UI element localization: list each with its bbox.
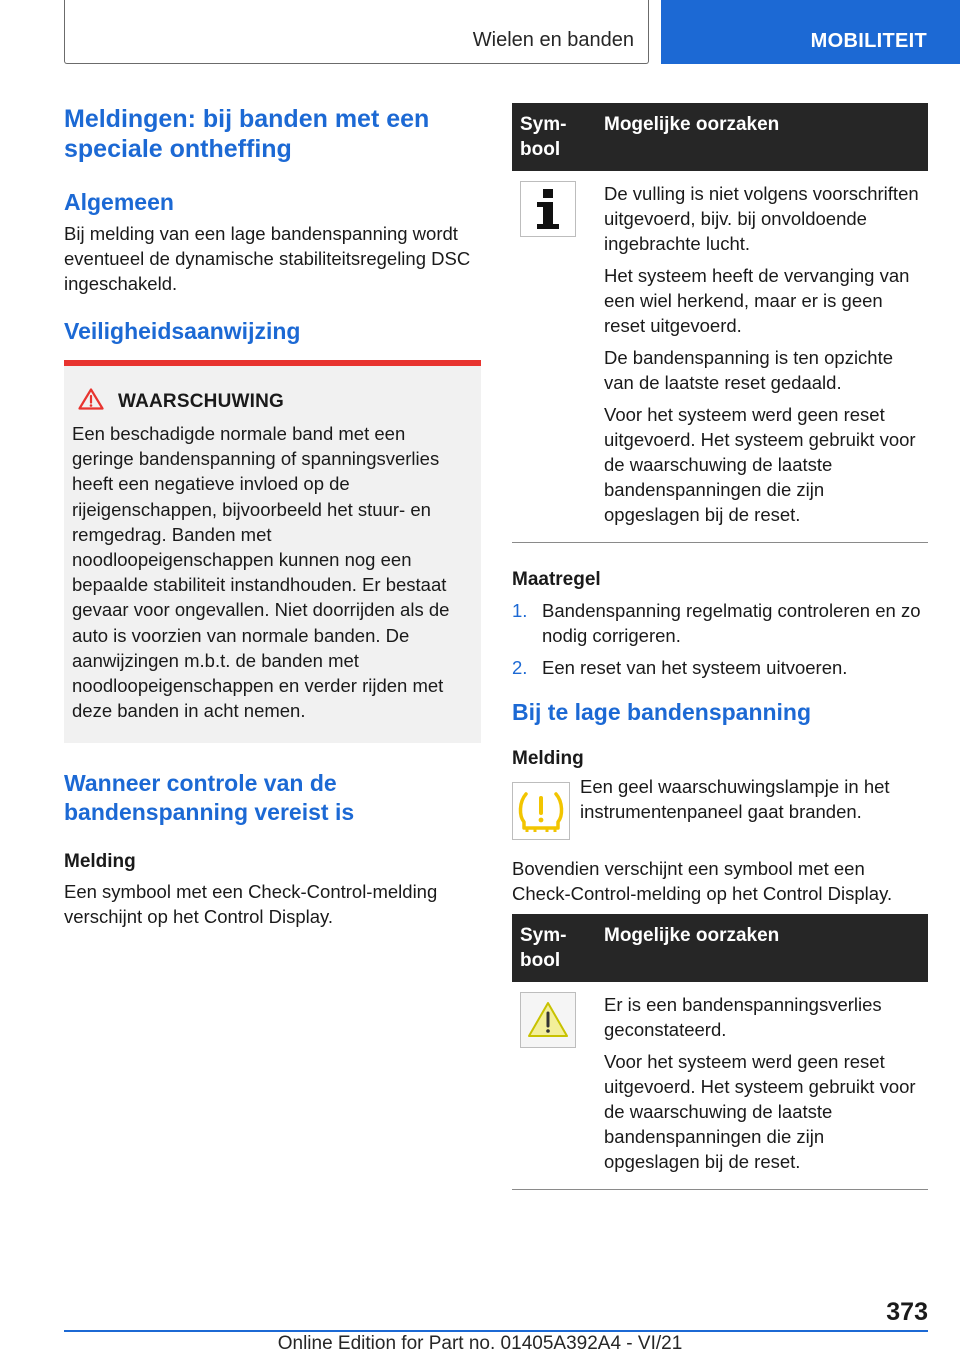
footer-edition: Online Edition for Part no. 01405A392A4 - VI/21 <box>277 1333 683 1354</box>
warning-label: WAARSCHUWING <box>118 390 284 412</box>
chapter-tab <box>661 0 960 64</box>
footer-divider <box>64 1330 928 1332</box>
section-title: Wielen en banden <box>472 29 634 51</box>
general-text: Bij melding van een lage bandenspanning wordt eventueel de dynamische stabiliteitsregeling DSC ingeschakeld. <box>64 223 471 294</box>
check-heading: Wanneer controle van de bandenspanning vereist is <box>64 770 355 826</box>
column-header-causes: Mogelijke oorzaken <box>596 914 928 982</box>
column-header-symbol: Sym- bool <box>512 103 596 171</box>
section-tab <box>64 0 649 64</box>
warning-text: Een beschadigde normale band met een geringe bandenspanning of spanningsverlies heeft een negatieve invloed op de rijeigenschappen, bijvoorbeeld het stuur- en remgedrag. Banden met noodloopeigenschappen kunnen nog een bepaalde stabiliteit instandhouden. Er bestaat gevaar voor ongevallen. Niet doorrijden als de auto is voorzien van normale banden. De aanwijzingen m.b.t. de banden met noodloopeigenschappen en verder rijden met deze banden in acht nemen. <box>72 423 450 722</box>
symbol-table-2 <box>512 914 928 1190</box>
column-header-symbol: Sym- bool <box>512 914 596 982</box>
melding-heading: Melding <box>64 851 136 873</box>
maatregel-heading: Maatregel <box>512 569 601 590</box>
cause-text: Voor het systeem werd geen reset uitgevoerd. Het systeem gebruikt voor de waarschuwing de laatste bandenspanningen die zijn opgeslagen bij de reset. <box>604 1051 916 1172</box>
table-row <box>512 982 928 1190</box>
cause-text: Voor het systeem werd geen reset uitgevoerd. Het systeem gebruikt voor de waarschuwing de laatste bandenspanningen die zijn opgeslagen bij de reset. <box>604 404 916 525</box>
low-pressure-heading: Bij te lage bandenspanning <box>512 699 812 725</box>
chapter-title: MOBILITEIT <box>810 30 927 52</box>
warning-triangle-icon <box>520 992 576 1048</box>
step-number: 1. <box>512 600 528 621</box>
warning-box <box>64 360 481 743</box>
column-header-causes: Mogelijke oorzaken <box>596 103 928 171</box>
info-icon <box>520 181 576 237</box>
warning-triangle-icon <box>78 388 104 415</box>
step-text: Een reset van het systeem uitvoeren. <box>542 657 848 678</box>
list-item <box>512 655 928 680</box>
step-number: 2. <box>512 657 528 678</box>
step-list <box>512 598 928 680</box>
cause-text: De vulling is niet volgens voorschriften uitgevoerd, bijv. bij onvoldoende ingebrachte lucht. <box>604 183 919 254</box>
lamp-row <box>512 774 928 840</box>
symbol-table-1 <box>512 103 928 543</box>
warning-title <box>72 388 469 415</box>
page-number: 373 <box>886 1298 928 1326</box>
tire-pressure-warning-icon <box>512 782 570 840</box>
left-column <box>64 104 481 929</box>
lamp-text: Een geel waarschuwingslampje in het instrumentenpaneel gaat branden. <box>580 776 890 822</box>
cause-text: De bandenspanning is ten opzichte van de laatste reset gedaald. <box>604 347 894 393</box>
general-heading: Algemeen <box>64 189 174 215</box>
cause-text: Er is een bandenspanningsverlies geconstateerd. <box>604 994 882 1040</box>
step-text: Bandenspanning regelmatig controleren en zo nodig corrigeren. <box>542 600 921 646</box>
right-column <box>512 103 928 1190</box>
table-row <box>512 171 928 543</box>
page-title: Meldingen: bij banden met een speciale ontheffing <box>64 105 430 163</box>
melding-text: Een symbool met een Check-Control-melding verschijnt op het Control Display. <box>64 881 438 928</box>
safety-heading: Veiligheidsaanwijzing <box>64 318 301 344</box>
extra-text: Bovendien verschijnt een symbool met een Check-Control-melding op het Control Display. <box>512 858 893 904</box>
melding-heading-right: Melding <box>512 748 584 769</box>
cause-text: Het systeem heeft de vervanging van een wiel herkend, maar er is geen reset uitgevoerd. <box>604 265 910 336</box>
list-item <box>512 598 928 648</box>
